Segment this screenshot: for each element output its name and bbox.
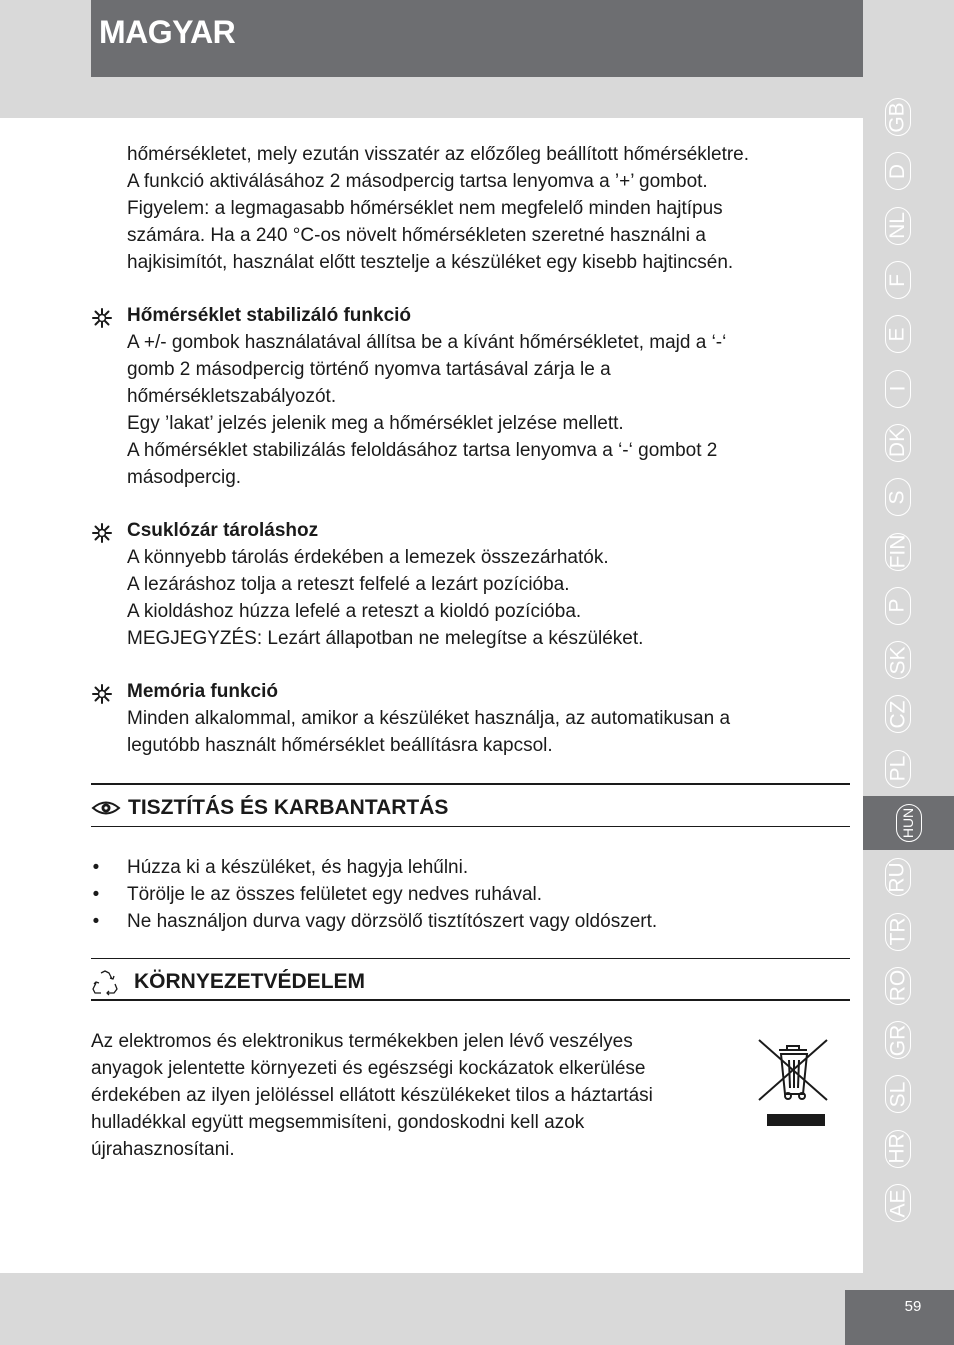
language-tab-label: RO <box>886 970 909 1002</box>
star-burst-icon <box>91 683 113 705</box>
list-item: • Húzza ki a készüléket, és hagyja lehűlni. <box>92 857 469 878</box>
feature-line: Minden alkalommal, amikor a készüléket használja, az automatikusan a <box>127 708 731 729</box>
language-tab-dk[interactable] <box>863 416 932 470</box>
language-tab-ring <box>885 1184 911 1222</box>
crossed-out-bin-icon <box>757 1036 829 1128</box>
language-tab-ring <box>885 695 911 733</box>
language-tab-sk[interactable] <box>863 633 932 687</box>
language-tab-ring <box>896 804 922 842</box>
section-rule <box>91 958 850 959</box>
list-item: • Törölje le az összes felületet egy nedves ruhával. <box>92 884 543 905</box>
language-tab-label: PL <box>886 755 909 782</box>
feature-line: Egy ’lakat’ jelzés jelenik meg a hőmérséklet jelzése mellett. <box>127 413 624 434</box>
feature-line: A könnyebb tárolás érdekében a lemezek összezárhatók. <box>127 547 609 568</box>
language-tab-ring <box>885 533 911 571</box>
language-tab-label: SL <box>886 1081 909 1108</box>
cleaning-list <box>91 854 831 935</box>
feature-title: Memória funkció <box>127 681 278 702</box>
language-tab-ring <box>885 315 911 353</box>
language-tab-label: GR <box>886 1024 909 1056</box>
language-tab-f[interactable] <box>863 253 932 307</box>
feature-line: A kioldáshoz húzza lefelé a reteszt a kioldó pozícióba. <box>127 601 582 622</box>
language-tab-hun[interactable] <box>863 796 954 850</box>
environment-line: újrahasznosítani. <box>91 1139 235 1160</box>
language-tab-fin[interactable] <box>863 524 932 578</box>
language-tab-ring <box>885 750 911 788</box>
language-tab-label: RU <box>886 862 909 893</box>
feature-line: hőmérsékletszabályozót. <box>127 386 337 407</box>
language-tab-ring <box>885 98 911 136</box>
eye-icon <box>91 797 121 819</box>
environment-title: KÖRNYEZETVÉDELEM <box>134 970 366 993</box>
language-tab-label: S <box>885 490 909 505</box>
environment-line: Az elektromos és elektronikus termékekben jelen lévő veszélyes <box>91 1031 633 1052</box>
recycle-icon <box>91 970 119 996</box>
language-tab-ring <box>885 967 911 1005</box>
language-tab-ring <box>885 207 911 245</box>
feature-temperature-lock <box>127 302 847 491</box>
section-rule <box>91 999 850 1001</box>
section-rule <box>91 783 850 785</box>
language-tab-label: P <box>885 598 909 613</box>
language-tab-hr[interactable] <box>863 1122 932 1176</box>
section-rule <box>91 826 850 827</box>
language-tab-ring <box>885 424 911 462</box>
language-tab-pl[interactable] <box>863 742 932 796</box>
language-tab-label: F <box>885 273 909 287</box>
language-tab-ring <box>885 478 911 516</box>
feature-line: MEGJEGYZÉS: Lezárt állapotban ne melegítse a készüléket. <box>127 628 644 649</box>
language-tab-label: TR <box>886 917 909 946</box>
feature-line: legutóbb használt hőmérséklet beállításra kapcsol. <box>127 735 553 756</box>
page-number: 59 <box>904 1298 922 1315</box>
language-tab-sl[interactable] <box>863 1067 932 1121</box>
intro-line: hajkisimítót, használat előtt tesztelje a készüléket egy kisebb hajtincsén. <box>127 252 734 273</box>
language-tab-label: FIN <box>886 534 910 569</box>
feature-title: Csuklózár tároláshoz <box>127 520 319 541</box>
feature-line: A +/- gombok használatával állítsa be a kívánt hőmérsékletet, majd a ‘-‘ <box>127 332 727 353</box>
intro-paragraph <box>127 141 847 276</box>
language-tabs <box>863 90 932 1230</box>
feature-memory <box>127 678 847 759</box>
language-tab-ru[interactable] <box>863 850 932 904</box>
language-tab-s[interactable] <box>863 470 932 524</box>
language-tab-tr[interactable] <box>863 904 932 958</box>
feature-line: gomb 2 másodpercig történő nyomva tartásával zárja le a <box>127 359 611 380</box>
language-tab-ring <box>885 858 911 896</box>
language-tab-ring <box>885 1130 911 1168</box>
language-tab-label: AE <box>886 1189 910 1218</box>
language-tab-ring <box>885 152 911 190</box>
intro-line: számára. Ha a 240 °C-os növelt hőmérsékleten szeretné használni a <box>127 225 706 246</box>
language-tab-label: E <box>885 327 909 342</box>
language-tab-label: I <box>886 385 909 392</box>
language-tab-d[interactable] <box>863 144 932 198</box>
language-tab-ring <box>885 641 911 679</box>
language-tab-label: HUN <box>900 807 917 839</box>
language-tab-ro[interactable] <box>863 959 932 1013</box>
language-tab-label: CZ <box>886 700 909 729</box>
language-tab-label: SK <box>886 646 910 675</box>
star-burst-icon <box>91 307 113 329</box>
star-burst-icon <box>91 522 113 544</box>
language-tab-label: GB <box>886 101 909 133</box>
language-tab-p[interactable] <box>863 579 932 633</box>
language-tab-nl[interactable] <box>863 199 932 253</box>
language-tab-label: HR <box>886 1133 909 1164</box>
feature-line: A hőmérséklet stabilizálás feloldásához tartsa lenyomva a ‘-‘ gombot 2 <box>127 440 718 461</box>
language-tab-ring <box>885 370 911 408</box>
environment-line: érdekében az ilyen jelöléssel ellátott készülékeket tilos a háztartási <box>91 1085 653 1106</box>
language-tab-e[interactable] <box>863 307 932 361</box>
page-title: MAGYAR <box>99 14 236 50</box>
language-tab-label: NL <box>886 212 910 240</box>
environment-line: anyagok jelentette környezeti és egészségi kockázatok elkerülése <box>91 1058 646 1079</box>
page-number-box <box>845 1290 954 1345</box>
language-tab-ring <box>885 1021 911 1059</box>
language-tab-ring <box>885 587 911 625</box>
feature-hinge-lock <box>127 517 847 652</box>
feature-line: másodpercig. <box>127 467 242 488</box>
language-tab-gr[interactable] <box>863 1013 932 1067</box>
language-tab-label: D <box>885 163 909 180</box>
list-item: • Ne használjon durva vagy dörzsölő tisztítószert vagy oldószert. <box>92 911 658 932</box>
feature-line: A lezáráshoz tolja a reteszt felfelé a lezárt pozícióba. <box>127 574 570 595</box>
cleaning-title: TISZTÍTÁS ÉS KARBANTARTÁS <box>128 796 449 819</box>
intro-line: A funkció aktiválásához 2 másodpercig tartsa lenyomva a ’+’ gombot. <box>127 171 708 192</box>
language-tab-i[interactable] <box>863 361 932 415</box>
language-tab-ring <box>885 1075 911 1113</box>
language-tab-ring <box>885 261 911 299</box>
environment-paragraph <box>91 1028 751 1163</box>
feature-title: Hőmérséklet stabilizáló funkció <box>127 305 412 326</box>
language-tab-gb[interactable] <box>863 90 932 144</box>
environment-line: hulladékkal együtt megsemmisíteni, gondoskodni kell azok <box>91 1112 585 1133</box>
language-tab-ring <box>885 913 911 951</box>
language-tab-label: DK <box>886 428 909 458</box>
intro-line: hőmérsékletet, mely ezután visszatér az előzőleg beállított hőmérsékletre. <box>127 144 750 165</box>
language-tab-cz[interactable] <box>863 687 932 741</box>
language-tab-ae[interactable] <box>863 1176 932 1230</box>
intro-line: Figyelem: a legmagasabb hőmérséklet nem megfelelő minden hajtípus <box>127 198 723 219</box>
